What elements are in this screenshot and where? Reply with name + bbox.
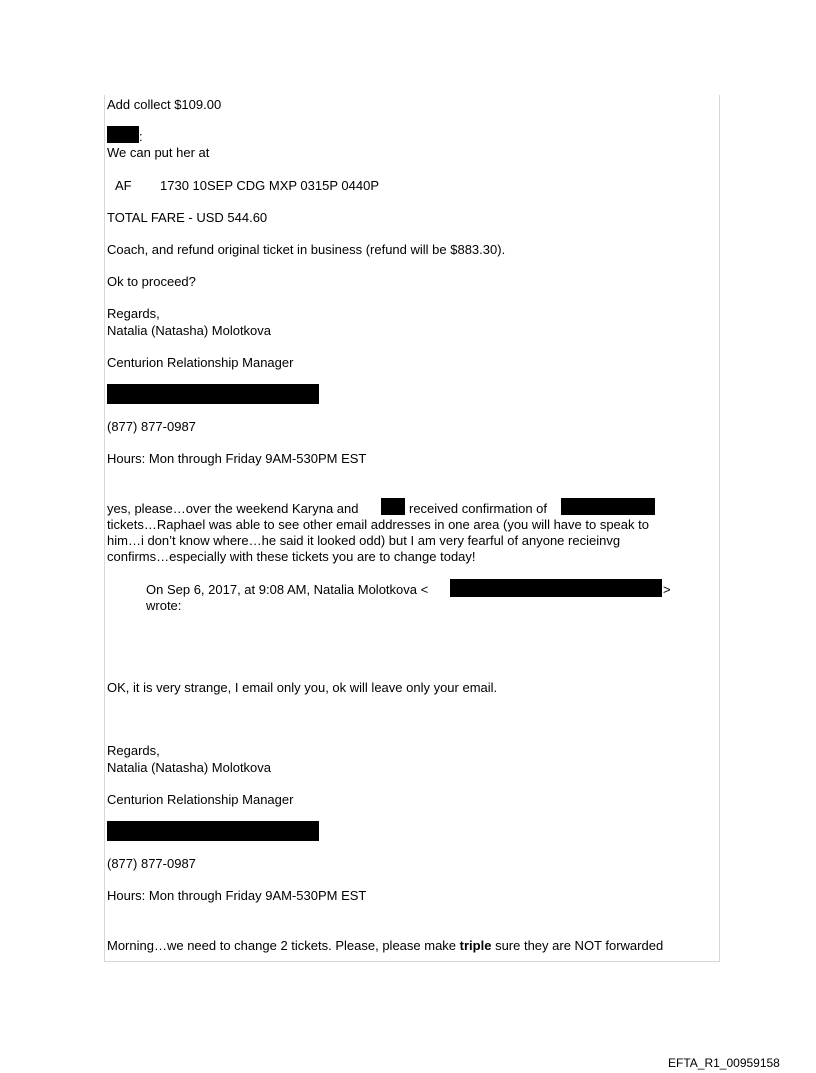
phone-number: (877) 877-0987 xyxy=(107,856,196,871)
quote-header: On Sep 6, 2017, at 9:08 AM, Natalia Molotkova < xyxy=(146,582,429,597)
redaction-bar xyxy=(450,579,662,597)
reply-line-4: confirms…especially with these tickets you are to change today! xyxy=(107,549,476,564)
quote-header-end: > xyxy=(663,582,671,597)
quote-wrote: wrote: xyxy=(146,598,182,613)
morning-text-b: sure they are NOT forwarded xyxy=(491,938,664,953)
morning-line xyxy=(107,938,663,954)
morning-bold: triple xyxy=(459,938,492,953)
regards-text: Regards, xyxy=(107,306,160,321)
sender-title: Centurion Relationship Manager xyxy=(107,355,294,370)
flight-airline: AF xyxy=(115,178,132,193)
redaction-bar xyxy=(107,821,319,841)
regards-text: Regards, xyxy=(107,743,160,758)
add-collect-line: Add collect $109.00 xyxy=(107,97,222,112)
total-fare-line: TOTAL FARE - USD 544.60 xyxy=(107,210,268,225)
sender-name: Natalia (Natasha) Molotkova xyxy=(107,760,272,775)
coach-refund-line: Coach, and refund original ticket in business (refund will be $883.30). xyxy=(107,242,506,257)
colon-text: : xyxy=(139,129,143,144)
redaction-bar xyxy=(561,498,655,515)
sender-name: Natalia (Natasha) Molotkova xyxy=(107,323,272,338)
flight-details: 1730 10SEP CDG MXP 0315P 0440P xyxy=(160,178,379,193)
redaction-bar xyxy=(107,126,139,143)
phone-number: (877) 877-0987 xyxy=(107,419,196,434)
reply-line-1b: received confirmation of xyxy=(409,501,548,516)
hours-line: Hours: Mon through Friday 9AM-530PM EST xyxy=(107,451,367,466)
redaction-bar xyxy=(381,498,405,515)
reply-line-1a: yes, please…over the weekend Karyna and xyxy=(107,501,359,516)
hours-line: Hours: Mon through Friday 9AM-530PM EST xyxy=(107,888,367,903)
morning-text-a: Morning…we need to change 2 tickets. Please, please make xyxy=(107,938,460,953)
reply-line-3: him…i don’t know where…he said it looked odd) but I am very fearful of anyone recieinvg xyxy=(107,533,621,548)
ok-strange-line: OK, it is very strange, I email only you, ok will leave only your email. xyxy=(107,680,498,695)
document-id: EFTA_R1_00959158 xyxy=(668,1056,780,1070)
ok-proceed-line: Ok to proceed? xyxy=(107,274,196,289)
can-put-line: We can put her at xyxy=(107,145,210,160)
redaction-bar xyxy=(107,384,319,404)
reply-line-2: tickets…Raphael was able to see other email addresses in one area (you will have to speak to xyxy=(107,517,649,532)
sender-title: Centurion Relationship Manager xyxy=(107,792,294,807)
